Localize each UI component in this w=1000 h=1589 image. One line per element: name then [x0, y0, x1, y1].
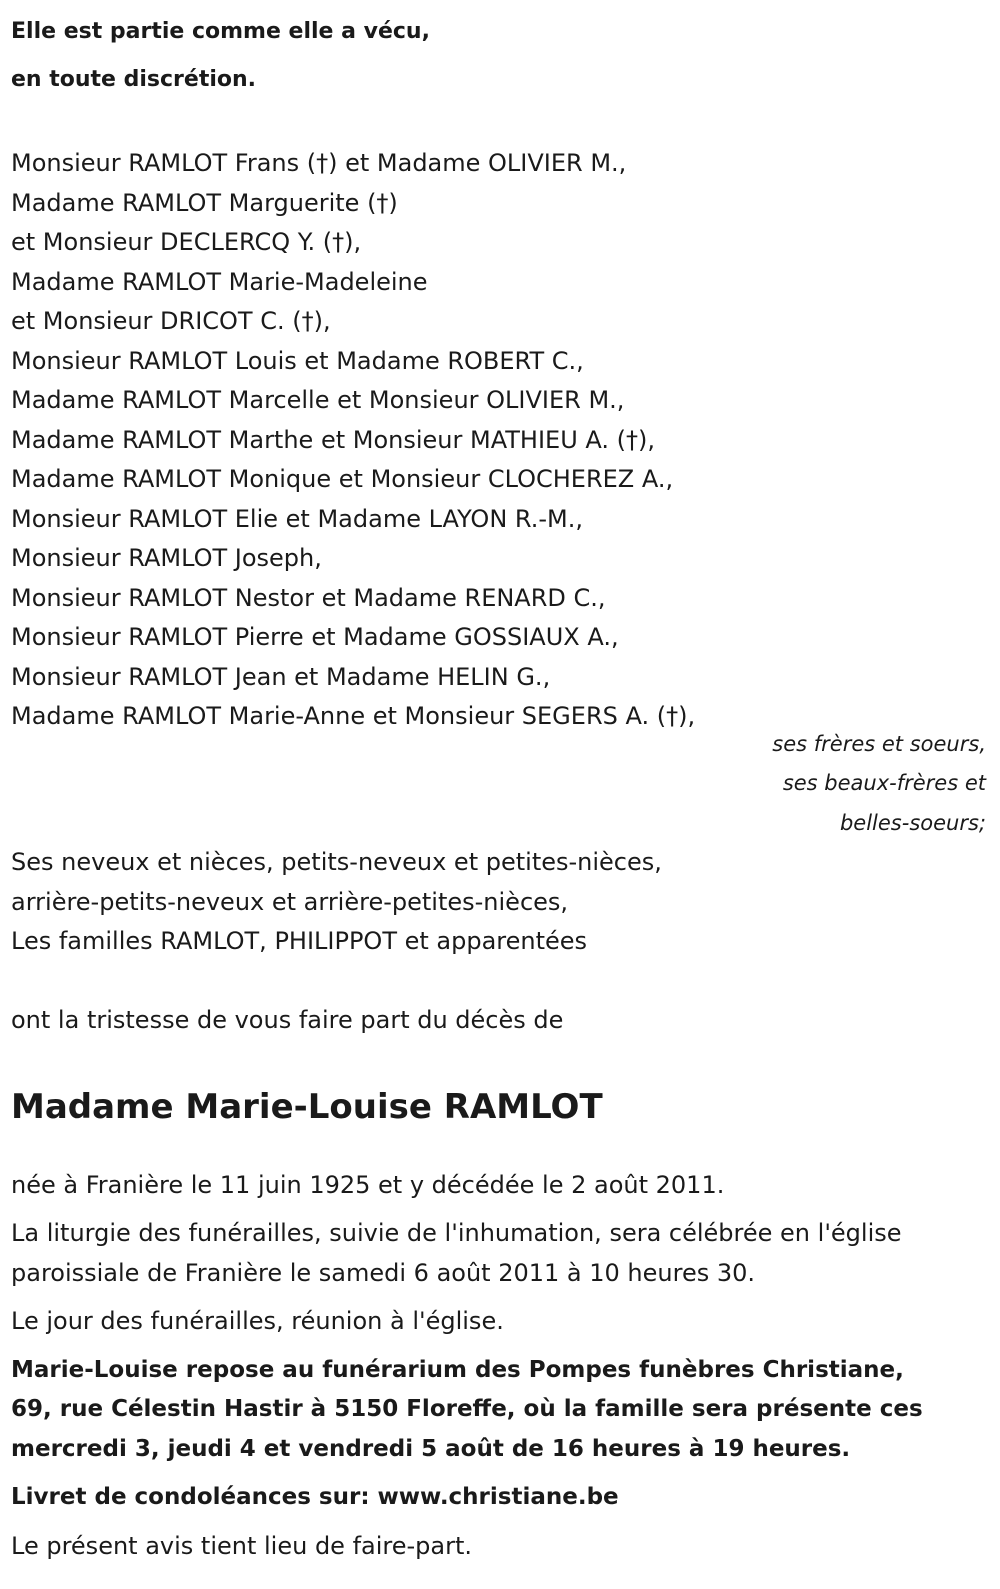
intro-line-2: en toute discrétion. — [11, 67, 257, 92]
extended-line: arrière-petits-neveux et arrière-petites-nièces, — [11, 887, 569, 916]
funerarium-line-3: mercredi 3, jeudi 4 et vendredi 5 août de 16 heures à 19 heures. — [11, 1435, 851, 1462]
sibling-role — [11, 725, 986, 844]
obituary-notice — [11, 0, 986, 1566]
funerarium-info — [11, 1351, 986, 1470]
intro-quote — [11, 0, 986, 104]
funerarium-line-1: Marie-Louise repose au funérarium des Pompes funèbres Christiane, — [11, 1356, 904, 1383]
extended-family — [11, 843, 986, 962]
liturgy-line-2: paroissiale de Franière le samedi 6 août 2011 à 10 heures 30. — [11, 1258, 756, 1287]
family-line: Monsieur RAMLOT Jean et Madame HELIN G., — [11, 662, 551, 691]
deceased-name: Madame Marie-Louise RAMLOT — [11, 1086, 603, 1127]
family-line: Madame RAMLOT Marie-Anne et Monsieur SEGERS A. (†), — [11, 702, 696, 730]
family-line: Madame RAMLOT Marthe et Monsieur MATHIEU A. (†), — [11, 425, 656, 454]
condolences-info: Livret de condoléances sur: www.christiane.be — [11, 1484, 619, 1510]
sibling-role-line-1: ses frères et soeurs, — [772, 731, 986, 756]
intro-line-1: Elle est partie comme elle a vécu, — [11, 19, 430, 44]
family-line: Madame RAMLOT Marguerite (†) — [11, 188, 398, 217]
birth-death-dates: née à Franière le 11 juin 1925 et y décédée le 2 août 2011. — [11, 1170, 725, 1199]
family-line: Monsieur RAMLOT Elie et Madame LAYON R.-M., — [11, 504, 583, 533]
family-line: Monsieur RAMLOT Nestor et Madame RENARD C., — [11, 583, 606, 612]
family-line: et Monsieur DECLERCQ Y. (†), — [11, 228, 362, 256]
family-line: Monsieur RAMLOT Pierre et Madame GOSSIAUX A., — [11, 623, 619, 651]
liturgy-info — [11, 1214, 986, 1293]
family-line: Madame RAMLOT Marie-Madeleine — [11, 267, 428, 296]
family-line: Monsieur RAMLOT Frans (†) et Madame OLIVIER M., — [11, 149, 627, 177]
announcement: ont la tristesse de vous faire part du décès de — [11, 1006, 564, 1034]
sibling-role-line-3: belles-soeurs; — [839, 810, 986, 835]
funerarium-line-2: 69, rue Célestin Hastir à 5150 Floreffe, où la famille sera présente ces — [11, 1396, 923, 1422]
family-line: Monsieur RAMLOT Joseph, — [11, 544, 322, 572]
closing-note: Le présent avis tient lieu de faire-part. — [11, 1531, 473, 1560]
family-list — [11, 144, 986, 737]
family-line: Madame RAMLOT Monique et Monsieur CLOCHEREZ A., — [11, 465, 674, 493]
liturgy-line-1: La liturgie des funérailles, suivie de l'inhumation, sera célébrée en l'église — [11, 1219, 902, 1247]
extended-line: Les familles RAMLOT, PHILIPPOT et apparentées — [11, 927, 588, 955]
family-line: et Monsieur DRICOT C. (†), — [11, 307, 331, 335]
family-line: Monsieur RAMLOT Louis et Madame ROBERT C., — [11, 346, 584, 375]
extended-line: Ses neveux et nièces, petits-neveux et petites-nièces, — [11, 848, 662, 876]
family-line: Madame RAMLOT Marcelle et Monsieur OLIVIER M., — [11, 386, 625, 414]
reunion-info: Le jour des funérailles, réunion à l'église. — [11, 1307, 504, 1335]
sibling-role-line-2: ses beaux-frères et — [782, 771, 986, 795]
